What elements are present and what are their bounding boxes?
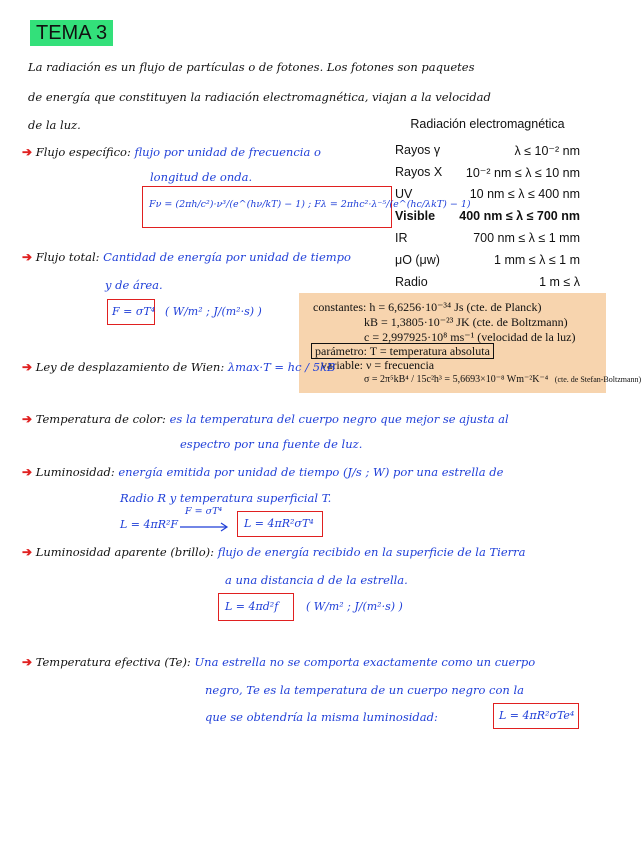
flujo-total-text-2: y de área. — [105, 278, 163, 292]
temperatura-color-text-2: espectro por una fuente de luz. — [180, 437, 363, 451]
arrow-icon: ➔ — [22, 360, 33, 374]
constant-boltzmann: kB = 1,3805·10⁻²³ JK (cte. de Boltzmann) — [364, 315, 568, 329]
intro-line-1: La radiación es un flujo de partículas o de fotones. Los fotones son paquetes — [28, 60, 475, 74]
em-table-caption: Radiación electromagnética — [410, 117, 565, 131]
arrow-icon: ➔ — [22, 655, 33, 669]
section-flujo-total: ➔ Flujo total: Cantidad de energía por unidad de tiempo — [22, 250, 351, 264]
arrow-icon: ➔ — [22, 250, 33, 264]
section-wien: ➔ Ley de desplazamiento de Wien: λmax·T = hc / 5kB — [22, 360, 336, 374]
flujo-especifico-text-2: longitud de onda. — [150, 170, 253, 184]
arrow-icon: ➔ — [22, 465, 33, 479]
em-row: Radio 1 m ≤ λ — [395, 275, 580, 289]
em-row: UV 10 nm ≤ λ ≤ 400 nm — [395, 187, 580, 201]
section-temperatura-efectiva: ➔ Temperatura efectiva (Te): Una estrella no se comporta exactamente como un cuerpo — [22, 655, 536, 669]
page-title: TEMA 3 — [30, 20, 113, 46]
formula-box-flujo-total: F = σT⁴ — [107, 299, 155, 325]
formula-flujo-especifico: Fν = (2πh/c²)·ν³/(e^(hν/kT) − 1) ; Fλ = 2πhc²·λ⁻⁵/(e^(hc/λkT) − 1) — [149, 199, 471, 210]
stefan-boltzmann-formula: σ = 2π⁵kB⁴ / 15c²h³ = 5,6693×10⁻⁸ Wm⁻²K⁻⁴ (cte. de Stefan-Boltzmann) — [364, 374, 641, 385]
formula-box-luminosidad: L = 4πR²σT⁴ — [237, 511, 323, 537]
formula-box-temperatura-efectiva: L = 4πR²σTe⁴ — [493, 703, 579, 729]
em-row: IR 700 nm ≤ λ ≤ 1 mm — [395, 231, 580, 245]
units-flujo-total: ( W/m² ; J/(m²·s) ) — [165, 305, 262, 318]
em-row-visible: Visible 400 nm ≤ λ ≤ 700 nm — [395, 209, 580, 223]
formula-box-flujo-especifico — [142, 186, 471, 228]
arrow-label-luminosidad: F = σT⁴ — [185, 506, 223, 517]
luminosidad-aparente-text-2: a una distancia d de la estrella. — [225, 573, 408, 587]
constant-light-speed: c = 2,997925·10⁸ ms⁻¹ (velocidad de la luz) — [364, 330, 576, 344]
formula-box-luminosidad-aparente: L = 4πd²f — [218, 593, 294, 621]
em-row: μO (μw) 1 mm ≤ λ ≤ 1 m — [395, 253, 580, 267]
section-flujo-especifico: ➔ Flujo específico: flujo por unidad de frecuencia o — [22, 145, 321, 159]
constant-planck: constantes: h = 6,6256·10⁻³⁴ Js (cte. de Planck) — [313, 300, 542, 314]
constants-box — [299, 293, 641, 393]
temperatura-efectiva-text-3: que se obtendría la misma luminosidad: — [205, 710, 438, 724]
arrow-icon: ➔ — [22, 545, 33, 559]
em-row: Rayos γ λ ≤ 10⁻² nm — [395, 143, 580, 158]
formula-luminosidad-left: L = 4πR²F — [120, 518, 179, 531]
section-luminosidad: ➔ Luminosidad: energía emitida por unidad de tiempo (J/s ; W) por una estrella de — [22, 465, 504, 479]
arrow-icon: ➔ — [22, 412, 33, 426]
intro-line-2: de energía que constituyen la radiación electromagnética, viajan a la velocidad — [28, 90, 491, 104]
section-temperatura-color: ➔ Temperatura de color: es la temperatura del cuerpo negro que mejor se ajusta al — [22, 412, 509, 426]
long-arrow-icon — [180, 518, 232, 530]
section-luminosidad-aparente: ➔ Luminosidad aparente (brillo): flujo de energía recibido en la superficie de la Tierra — [22, 545, 526, 559]
units-luminosidad-aparente: ( W/m² ; J/(m²·s) ) — [306, 600, 403, 613]
luminosidad-text-2: Radio R y temperatura superficial T. — [120, 491, 332, 505]
em-row: Rayos X 10⁻² nm ≤ λ ≤ 10 nm — [395, 165, 580, 180]
variable-label: variable: ν = frecuencia — [321, 358, 435, 372]
intro-line-3: de la luz. — [28, 118, 81, 132]
arrow-icon: ➔ — [22, 145, 33, 159]
parameter-label: parámetro: T = temperatura absoluta — [311, 343, 494, 359]
temperatura-efectiva-text-2: negro, Te es la temperatura de un cuerpo negro con la — [205, 683, 524, 697]
